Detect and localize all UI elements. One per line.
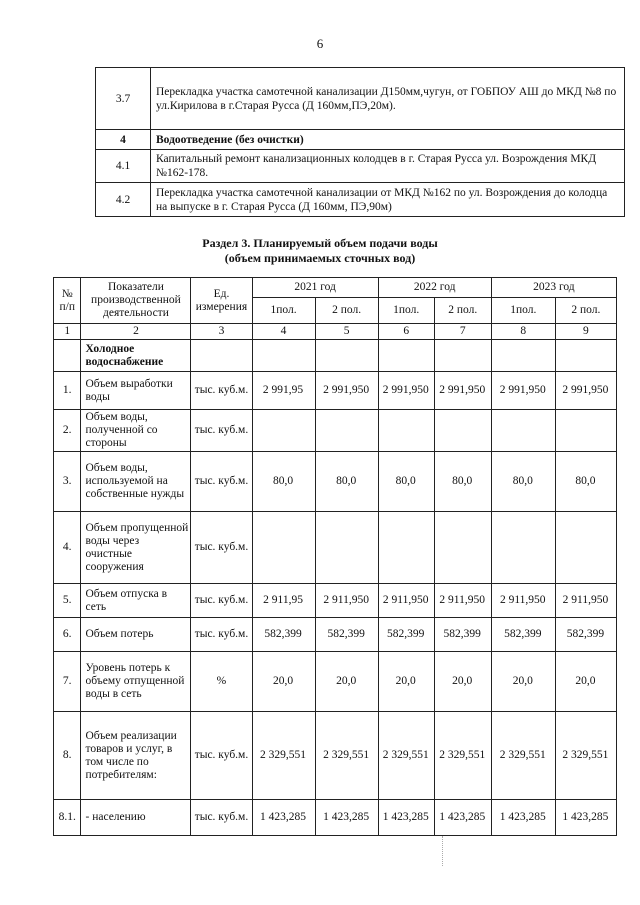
section-title-line2: (объем принимаемых сточных вод) [224, 251, 416, 265]
row-unit: тыс. куб.м. [191, 584, 252, 618]
row-number: 2. [54, 410, 81, 452]
header-unit: Ед. измерения [191, 278, 252, 324]
header-row [54, 278, 617, 298]
row-unit: тыс. куб.м. [191, 800, 252, 836]
section-title-line1: Раздел 3. Планируемый объем подачи воды [202, 236, 438, 250]
row-value [491, 512, 555, 584]
row-value: 2 991,950 [378, 372, 434, 410]
table-row [54, 652, 617, 712]
row-value: 2 911,950 [555, 584, 616, 618]
works-table [95, 67, 625, 217]
row-value: 80,0 [434, 452, 491, 512]
row-number: 3.7 [96, 68, 151, 130]
index-row [54, 324, 617, 340]
row-value: 20,0 [555, 652, 616, 712]
header-num: № п/п [54, 278, 81, 324]
row-number: 1. [54, 372, 81, 410]
row-number: 8. [54, 712, 81, 800]
header-half: 1пол. [252, 298, 315, 324]
row-value: 2 911,950 [434, 584, 491, 618]
row-value [555, 410, 616, 452]
row-value: 20,0 [252, 652, 315, 712]
header-half: 2 пол. [555, 298, 616, 324]
row-unit: тыс. куб.м. [191, 618, 252, 652]
table-row [96, 150, 625, 183]
header-half: 2 пол. [434, 298, 491, 324]
row-number: 3. [54, 452, 81, 512]
row-value: 80,0 [315, 452, 378, 512]
empty-cell [555, 340, 616, 372]
index-cell: 8 [491, 324, 555, 340]
header-year-2021: 2021 год [252, 278, 378, 298]
row-value: 2 911,950 [378, 584, 434, 618]
row-value [555, 512, 616, 584]
margin-mark [442, 836, 444, 866]
row-number: 8.1. [54, 800, 81, 836]
row-value: 1 423,285 [252, 800, 315, 836]
row-value [491, 410, 555, 452]
row-value: 2 911,950 [315, 584, 378, 618]
table-row [54, 618, 617, 652]
row-value: 20,0 [315, 652, 378, 712]
row-number: 5. [54, 584, 81, 618]
table-row [54, 410, 617, 452]
row-name: Объем воды, полученной со стороны [81, 410, 191, 452]
row-unit: тыс. куб.м. [191, 512, 252, 584]
table-row [54, 712, 617, 800]
row-number: 7. [54, 652, 81, 712]
group-row [54, 340, 617, 372]
row-value: 582,399 [315, 618, 378, 652]
empty-cell [315, 340, 378, 372]
row-unit: % [191, 652, 252, 712]
row-value [434, 512, 491, 584]
row-value: 20,0 [491, 652, 555, 712]
row-value: 2 911,950 [491, 584, 555, 618]
row-value: 80,0 [252, 452, 315, 512]
empty-cell [191, 340, 252, 372]
table-row [54, 584, 617, 618]
row-unit: тыс. куб.м. [191, 452, 252, 512]
row-description: Водоотведение (без очистки) [151, 130, 625, 150]
row-name: Объем реализации товаров и услуг, в том числе по потребителям: [81, 712, 191, 800]
row-name: Объем выработки воды [81, 372, 191, 410]
row-name: - населению [81, 800, 191, 836]
section-title [0, 236, 640, 266]
row-value: 2 991,950 [491, 372, 555, 410]
row-value: 2 329,551 [315, 712, 378, 800]
row-value: 2 329,551 [491, 712, 555, 800]
row-value: 582,399 [378, 618, 434, 652]
row-value: 2 991,95 [252, 372, 315, 410]
row-number: 4. [54, 512, 81, 584]
row-unit: тыс. куб.м. [191, 712, 252, 800]
index-cell: 3 [191, 324, 252, 340]
group-num-cell [54, 340, 81, 372]
row-value: 2 329,551 [434, 712, 491, 800]
row-value: 1 423,285 [434, 800, 491, 836]
row-name: Объем пропущенной воды через очистные сооружения [81, 512, 191, 584]
index-cell: 4 [252, 324, 315, 340]
row-value: 80,0 [491, 452, 555, 512]
row-number: 4 [96, 130, 151, 150]
row-value: 2 911,95 [252, 584, 315, 618]
row-description: Капитальный ремонт канализационных колодцев в г. Старая Русса ул. Возрождения МКД №162-178. [151, 150, 625, 183]
row-value: 582,399 [555, 618, 616, 652]
row-value [252, 512, 315, 584]
row-value: 1 423,285 [378, 800, 434, 836]
row-value: 582,399 [491, 618, 555, 652]
row-name: Уровень потерь к объему отпущенной воды в сеть [81, 652, 191, 712]
index-cell: 9 [555, 324, 616, 340]
row-name: Объем воды, используемой на собственные нужды [81, 452, 191, 512]
row-value [378, 410, 434, 452]
row-name: Объем потерь [81, 618, 191, 652]
table-row [96, 183, 625, 217]
row-value: 80,0 [378, 452, 434, 512]
table-row [96, 68, 625, 130]
index-cell: 7 [434, 324, 491, 340]
row-value: 582,399 [252, 618, 315, 652]
row-number: 6. [54, 618, 81, 652]
row-description: Перекладка участка самотечной канализации Д150мм,чугун, от ГОБПОУ АШ до МКД №8 по ул.Кирилова в г.Старая Русса (Д 160мм,ПЭ,20м). [151, 68, 625, 130]
row-unit: тыс. куб.м. [191, 372, 252, 410]
empty-cell [252, 340, 315, 372]
index-cell: 1 [54, 324, 81, 340]
row-value: 1 423,285 [555, 800, 616, 836]
empty-cell [491, 340, 555, 372]
index-cell: 6 [378, 324, 434, 340]
row-value [252, 410, 315, 452]
group-title: Холодное водоснабжение [81, 340, 191, 372]
row-unit: тыс. куб.м. [191, 410, 252, 452]
row-description: Перекладка участка самотечной канализации от МКД №162 по ул. Возрождения до колодца на выпуске в г. Старая Русса (Д 160мм, ПЭ,90м) [151, 183, 625, 217]
row-value [315, 410, 378, 452]
row-name: Объем отпуска в сеть [81, 584, 191, 618]
row-value: 1 423,285 [315, 800, 378, 836]
header-half: 1пол. [378, 298, 434, 324]
water-supply-table [53, 277, 617, 836]
row-value [315, 512, 378, 584]
table-row [96, 130, 625, 150]
index-cell: 5 [315, 324, 378, 340]
row-value [378, 512, 434, 584]
row-value: 2 991,950 [434, 372, 491, 410]
row-value: 2 329,551 [378, 712, 434, 800]
index-cell: 2 [81, 324, 191, 340]
row-number: 4.1 [96, 150, 151, 183]
header-year-2022: 2022 год [378, 278, 491, 298]
table-row [54, 512, 617, 584]
row-value: 1 423,285 [491, 800, 555, 836]
row-value: 582,399 [434, 618, 491, 652]
row-value: 80,0 [555, 452, 616, 512]
row-number: 4.2 [96, 183, 151, 217]
header-half: 1пол. [491, 298, 555, 324]
page-number: 6 [316, 36, 324, 51]
header-indicator: Показатели производственной деятельности [81, 278, 191, 324]
row-value: 2 329,551 [252, 712, 315, 800]
row-value: 20,0 [378, 652, 434, 712]
row-value: 2 991,950 [315, 372, 378, 410]
empty-cell [378, 340, 434, 372]
row-value: 2 991,950 [555, 372, 616, 410]
row-value [434, 410, 491, 452]
empty-cell [434, 340, 491, 372]
table-row [54, 372, 617, 410]
header-half: 2 пол. [315, 298, 378, 324]
header-year-2023: 2023 год [491, 278, 616, 298]
row-value: 20,0 [434, 652, 491, 712]
table-row [54, 800, 617, 836]
table-row [54, 452, 617, 512]
row-value: 2 329,551 [555, 712, 616, 800]
